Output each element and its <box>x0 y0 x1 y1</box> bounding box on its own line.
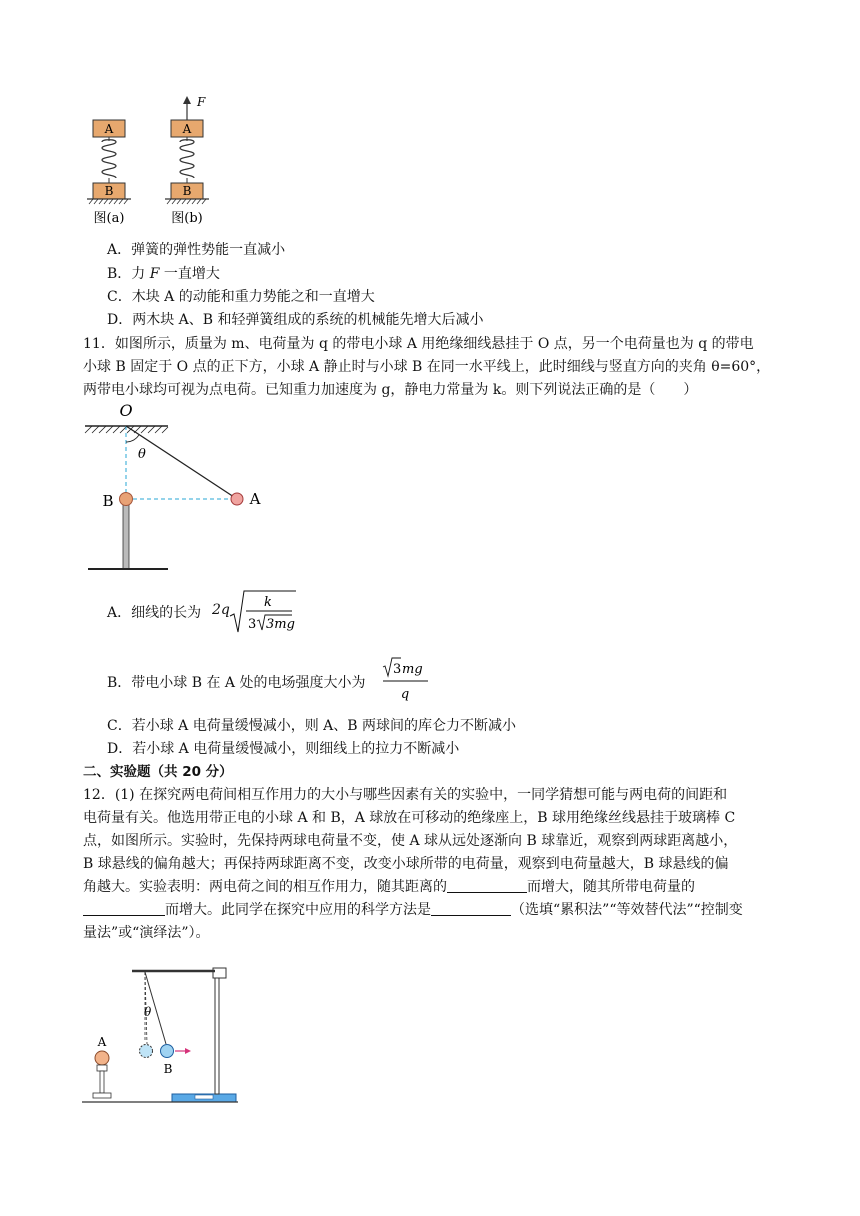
ball-b-label: B <box>102 492 114 510</box>
q12-line-4: B 球悬线的偏角越大；再保持两球距离不变，改变小球所带的电荷量，观察到电荷量越大，B 球悬线的偏 <box>83 856 729 872</box>
option-letter: D． <box>107 312 133 328</box>
caption-b: 图(b) <box>171 211 203 226</box>
block-b-label-b: B <box>182 184 192 198</box>
option-letter: C． <box>107 718 132 734</box>
option-letter: D． <box>107 741 133 757</box>
q12-line-5-pre: 角越大。实验表明：两电荷之间的相互作用力，随其距离的 <box>83 879 447 895</box>
fraction-numerator: k <box>264 595 272 610</box>
option-text: 若小球 A 电荷量缓慢减小，则 A、B 两球间的库仑力不断减小 <box>131 718 517 734</box>
fraction-num-rest: mg <box>402 662 423 677</box>
q11-stem-line-2: 小球 B 固定于 O 点的正下方，小球 A 静止时与小球 B 在同一水平线上，此时细线与竖直方向的夹角 θ=60°， <box>83 359 771 375</box>
coulomb-experiment-figure <box>80 940 250 1110</box>
q11-option-c <box>107 716 516 736</box>
option-letter: A． <box>107 605 132 621</box>
q12-line-6 <box>83 900 743 920</box>
q12-line-5 <box>83 877 695 897</box>
option-letter: C． <box>107 289 132 305</box>
q12-line-7: 量法”或“演绎法”）。 <box>83 925 210 941</box>
fraction-denominator: q <box>400 687 410 702</box>
option-text: 若小球 A 电荷量缓慢减小，则细线上的拉力不断减小 <box>132 741 460 757</box>
option-text: 弹簧的弹性势能一直减小 <box>131 242 286 258</box>
q12-line-1: 12．(1) 在探究两电荷间相互作用力的大小与哪些因素有关的实验中，一同学猜想可能与两电荷的间距和 <box>83 787 728 803</box>
fraction-den-coef: 3 <box>248 617 257 632</box>
formula-field-fraction <box>382 656 430 706</box>
q11-option-d <box>107 739 459 759</box>
q10-option-c <box>107 287 375 307</box>
ball-b-label: B <box>163 1062 173 1076</box>
option-text-pre: 力 <box>131 266 150 282</box>
answer-blank-3[interactable] <box>431 901 511 916</box>
ball-a-label: A <box>249 490 261 508</box>
q12-line-6-post: （选填“累积法”“等效替代法”“控制变 <box>511 902 743 918</box>
force-label: F <box>197 95 206 109</box>
point-o-label: O <box>119 401 133 420</box>
block-a-label-b: A <box>182 122 192 136</box>
answer-blank-1[interactable] <box>447 878 527 893</box>
spring-blocks-figure <box>85 92 225 227</box>
formula-sqrt-fraction <box>228 588 298 636</box>
figure-b <box>165 95 209 226</box>
pendulum-charge-figure <box>80 400 280 578</box>
option-text: 细线的长为 <box>131 605 202 621</box>
q11-stem-line-3: 两带电小球均可视为点电荷。已知重力加速度为 g，静电力常量为 k。则下列说法正确的是（ ） <box>83 382 698 398</box>
q12-line-5-mid: 而增大，随其所带电荷量的 <box>527 879 695 895</box>
q10-option-d <box>107 310 484 330</box>
option-letter: B． <box>107 266 132 282</box>
fraction-den-radicand: 3mg <box>266 617 295 632</box>
option-text: 两木块 A、B 和轻弹簧组成的系统的机械能先增大后减小 <box>132 312 484 328</box>
q10-option-b <box>107 264 220 284</box>
answer-blank-2[interactable] <box>83 901 165 916</box>
formula-coef: 2q <box>212 602 230 618</box>
q12-line-2: 电荷量有关。他选用带正电的小球 A 和 B，A 球放在可移动的绝缘座上，B 球用绝缘丝线悬挂于玻璃棒 C <box>83 810 736 826</box>
angle-theta-label: θ <box>138 447 146 462</box>
angle-theta-label: θ <box>144 1005 152 1019</box>
block-a-label: A <box>104 122 114 136</box>
option-text: 木块 A 的动能和重力势能之和一直增大 <box>131 289 375 305</box>
figure-a <box>87 120 131 226</box>
option-text: 带电小球 B 在 A 处的电场强度大小为 <box>131 675 366 691</box>
caption-a: 图(a) <box>93 211 125 226</box>
q11-stem-line-1: 11．如图所示，质量为 m、电荷量为 q 的带电小球 A 用绝缘细线悬挂于 O 点，另一个电荷量也为 q 的带电 <box>83 336 754 352</box>
q10-option-a <box>107 240 285 260</box>
q12-line-3: 点，如图所示。实验时，先保持两球电荷量不变，使 A 球从远处逐渐向 B 球靠近，观察到两球距离越小， <box>83 833 738 849</box>
q12-line-6-mid: 而增大。此同学在探究中应用的科学方法是 <box>165 902 431 918</box>
option-letter: A． <box>107 242 132 258</box>
ball-a-label: A <box>97 1035 107 1049</box>
option-text-post: 一直增大 <box>159 266 220 282</box>
block-b-label: B <box>104 184 114 198</box>
option-var: F <box>149 266 160 282</box>
option-letter: B． <box>107 675 132 691</box>
fraction-num-radicand: 3 <box>393 662 402 677</box>
section-heading: 二、实验题（共 20 分） <box>83 764 233 780</box>
